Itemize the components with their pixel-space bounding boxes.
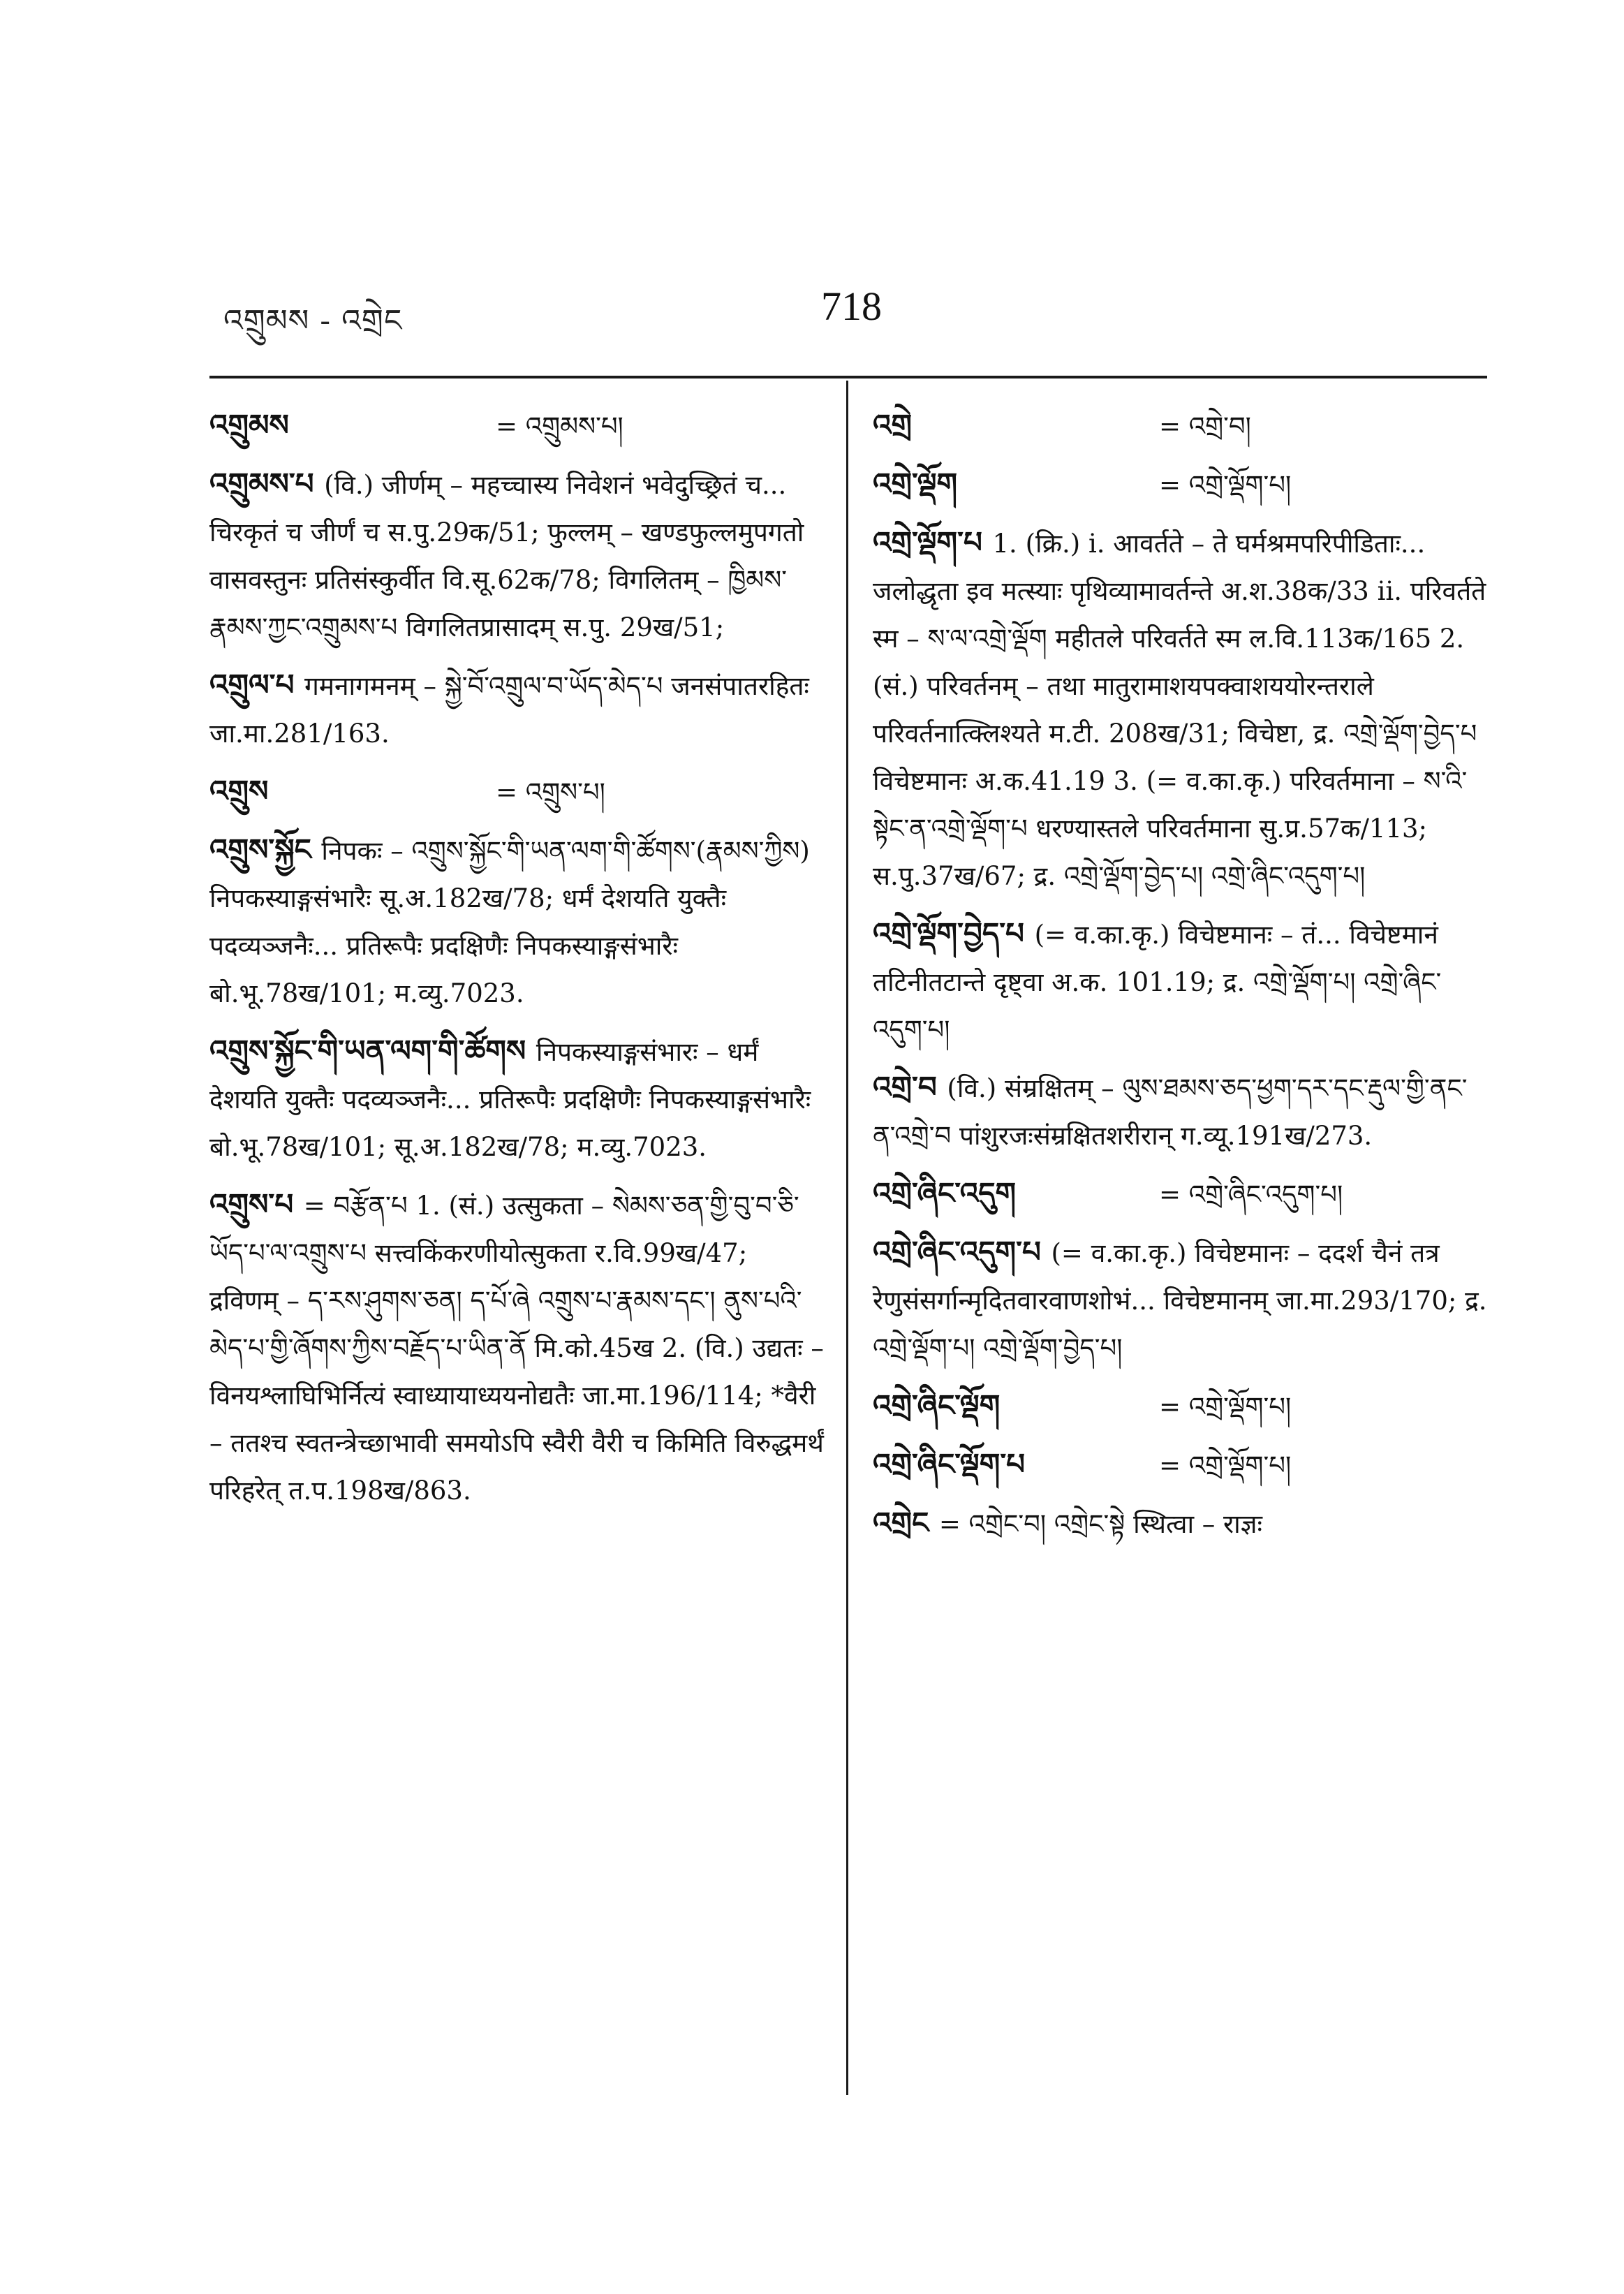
- dictionary-entry: [873, 1228, 1487, 1372]
- entry-body: = འགྲེ་ལྡོག་པ།: [1159, 1392, 1292, 1422]
- entry-body: (= व.का.कृ.) विचेष्टमानः – तं... विचेष्टमानं तटिनीतटान्ते दृष्ट्वा अ.क. 101.19; द्र. འགྲེ་ལྡོག་པ། འགྲེ་ཞིང་འདུག་པ།: [873, 920, 1442, 1045]
- entry-body: 1. (क्रि.) i. आवर्तते – ते घर्मश्रमपरिपीडिताः... जलोद्धृता इव मत्स्याः पृथिव्यामावर्तन्ते अ.श.38क/33 ii. परिवर्तते स्म – ས་ལ་འགྲེ་ལྡོག महीतले परिवर्तते स्म ल.वि.113क/165 2. (सं.) परिवर्तनम् – तथा मातुरामाशयपक्वाशययोरन्तराले परिवर्तनात्क्लिश्यते म.टी. 208ख/31; विचेष्टा, द्र. འགྲེ་ལྡོག་བྱེད་པ विचेष्टमानः अ.क.41.19 3. (= व.का.कृ.) परिवर्तमाना – ས་འི་སྟེང་ན་འགྲེ་ལྡོག་པ धरण्यास्तले परिवर्तमाना सु.प्र.57क/113; स.पु.37ख/67; द्र. འགྲེ་ལྡོག་བྱེད་པ། འགྲེ་ཞིང་འདུག་པ།: [873, 529, 1486, 891]
- dictionary-entry: [873, 1441, 1487, 1490]
- dictionary-entry: [209, 402, 824, 450]
- entry-headword: འགྲུས་སྐྱོང: [209, 832, 322, 867]
- entry-headword: འགྲེ་ལྡོག་བྱེད་པ: [873, 916, 1035, 950]
- header-rule: [209, 376, 1487, 378]
- entry-headword: འགྲུལ་པ: [209, 668, 305, 702]
- entry-body: (वि.) जीर्णम् – महच्चास्य निवेशनं भवेदुच्छ्रितं च... चिरकृतं च जीर्णं च स.पु.29क/51; फुल्लम् – खण्डफुल्लमुपगतो वासवस्तुनः प्रतिसंस्कुर्वीत वि.सू.62क/78; विगलितम् – ཁྱིམས་རྣམས་ཀྱང་འགྲུམས་པ विगलितप्रासादम् स.पु. 29ख/51;: [209, 470, 804, 642]
- entry-headword: འགྲེ་བ: [873, 1070, 947, 1104]
- dictionary-entry: [209, 1181, 824, 1515]
- dictionary-entry: [873, 1382, 1487, 1431]
- entry-body: गमनागमनम् – སྐྱེ་བོ་འགྲུལ་བ་ཡོད་མེད་པ जनसंपातरहितः जा.मा.281/163.: [209, 671, 809, 749]
- entry-body: (= व.का.कृ.) विचेष्टमानः – ददर्श चैनं तत्र रेणुसंसर्गान्मृदितवारवाणशोभं... विचेष्टमानम् जा.मा.293/170; द्र. འགྲེ་ལྡོག་པ། འགྲེ་ལྡོག་བྱེད་པ།: [873, 1238, 1487, 1363]
- dictionary-entry: [873, 402, 1487, 450]
- entry-headword: འགྲུས: [209, 774, 269, 808]
- dictionary-entry: [873, 1170, 1487, 1219]
- entry-headword: འགྲེ་ཞིང་འདུག: [873, 1176, 1017, 1210]
- running-header-headwords: འགྲུམས - འགྲེང: [223, 303, 403, 339]
- dictionary-entry: [873, 519, 1487, 900]
- entry-body: = འགྲུམས་པ།: [496, 411, 623, 441]
- dictionary-entry: [873, 910, 1487, 1054]
- entry-headword: འགྲུས་པ: [209, 1187, 304, 1221]
- dictionary-entry: [873, 1499, 1487, 1548]
- entry-body: (वि.) संम्रक्षितम् – ལུས་ཐམས་ཅད་ཕྱག་དར་དང་རྡུལ་གྱི་ནང་ན་འགྲེ་བ पांशुरजःसंम्रक्षितशरीरान् ग.व्यू.191ख/273.: [873, 1073, 1468, 1151]
- entry-headword: འགྲུས་སྐྱོང་གི་ཡན་ལག་གི་ཚོགས: [209, 1034, 536, 1068]
- entry-headword: འགྲེ: [873, 408, 913, 442]
- entry-body: = འགྲེ་བ།: [1159, 411, 1251, 441]
- entry-body: = འགྲེང་བ། འགྲེང་སྟེ स्थित्वा – राज्ञः: [938, 1509, 1262, 1539]
- dictionary-entry: [873, 1064, 1487, 1160]
- entry-body: = འགྲེ་ལྡོག་པ།: [1159, 1450, 1292, 1480]
- dictionary-entry: [209, 826, 824, 1017]
- entry-body: = འགྲེ་ཞིང་འདུག་པ།: [1159, 1179, 1343, 1210]
- right-column: [873, 402, 1487, 1558]
- dictionary-entry: [209, 767, 824, 816]
- entry-body: निपकः – འགྲུས་སྐྱོང་གི་ཡན་ལག་གི་ཚོགས་(རྣམས་ཀྱིས) निपकस्याङ्गसंभारैः सू.अ.182ख/78; धर्मं देशयति युक्तैः पदव्यञ्जनैः... प्रतिरूपैः प्रदक्षिणैः निपकस्याङ्गसंभारैः बो.भू.78ख/101; म.व्यु.7023.: [209, 836, 810, 1008]
- dictionary-entry: [209, 460, 824, 652]
- entry-headword: འགྲེ་ཞིང་ལྡོག་པ: [873, 1447, 1026, 1481]
- entry-headword: འགྲེང: [873, 1506, 939, 1540]
- page-number: 718: [821, 284, 882, 329]
- dictionary-entry: [873, 460, 1487, 509]
- column-divider: [846, 381, 848, 2095]
- entry-headword: འགྲེ་ཞིང་ལྡོག: [873, 1388, 1001, 1422]
- entry-headword: འགྲུམས་པ: [209, 466, 325, 501]
- entry-body: = བརྩོན་པ 1. (सं.) उत्सुकता – སེམས་ཅན་གྱི་བུ་བ་ཅི་ཡོད་པ་ལ་འགྲུས་པ सत्त्वकिंकरणीयोत्सुकता र.वि.99ख/47; द्रविणम् – ད་རས་ཤུགས་ཅན། ད་པོ་ཞེ འགྲུས་པ་རྣམས་དང་། ནུས་པའི་མེད་པ་གྱི་ཞོགས་ཀྱིས་བརྗོད་པ་ཡིན་ནོ मि.को.45ख 2. (वि.) उद्यतः – विनयश्लाघिभिर्नित्यं स्वाध्यायाध्ययनोद्यतैः जा.मा.196/114; *वैरी – ततश्च स्वतन्त्रेच्छाभावी समयोऽपि स्वैरी वैरी च किमिति विरुद्धमर्थं परिहरेत् त.प.198ख/863.: [209, 1191, 824, 1506]
- entry-body: निपकस्याङ्गसंभारः – धर्मं देशयति युक्तैः पदव्यञ्जनैः... प्रतिरूपैः प्रदक्षिणैः निपकस्याङ्गसंभारैः बो.भू.78ख/101; सू.अ.182ख/78; म.व्यु.7023.: [209, 1037, 811, 1162]
- entry-headword: འགྲེ་ལྡོག: [873, 466, 958, 501]
- dictionary-entry: [209, 1027, 824, 1171]
- entry-headword: འགྲུམས: [209, 408, 289, 442]
- left-column: [209, 402, 824, 1524]
- entry-headword: འགྲེ་ལྡོག་པ: [873, 525, 993, 559]
- dictionary-entry: [209, 661, 824, 758]
- entry-body: = འགྲུས་པ།: [496, 777, 605, 807]
- entry-headword: འགྲེ་ཞིང་འདུག་པ: [873, 1235, 1051, 1269]
- entry-body: = འགྲེ་ལྡོག་པ།: [1159, 470, 1292, 500]
